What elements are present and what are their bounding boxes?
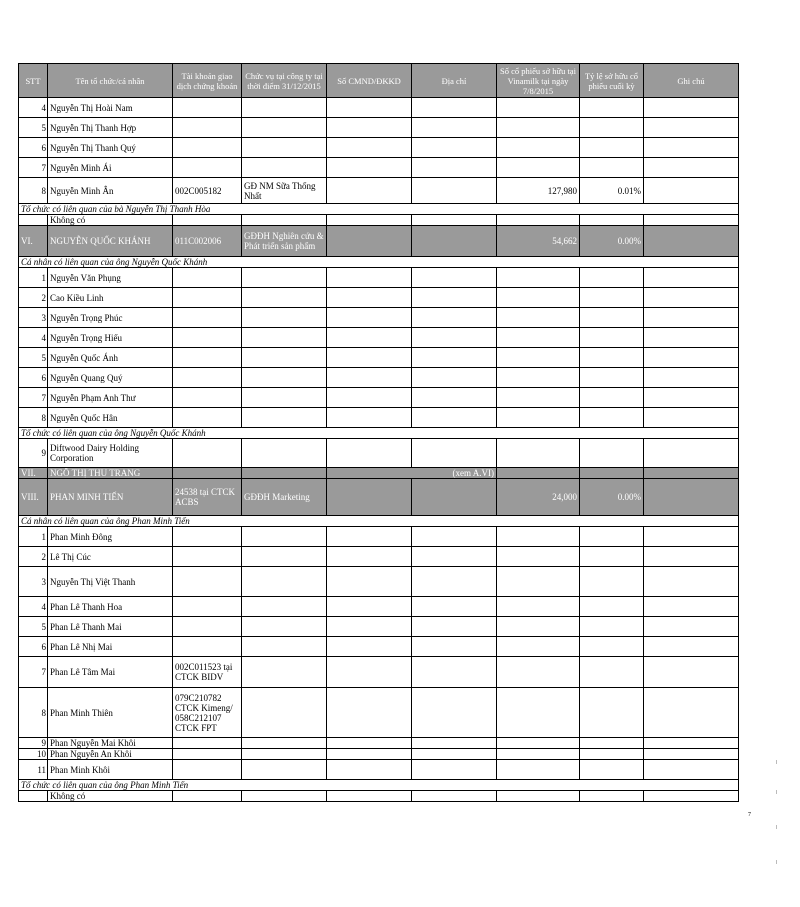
table-row	[19, 98, 739, 118]
cell-stt: 1	[19, 268, 48, 288]
table-row	[19, 368, 739, 388]
table-row	[19, 597, 739, 617]
cell-stt: 3	[19, 567, 48, 597]
cell-name: Phan Lê Nhị Mai	[48, 637, 173, 657]
cell-name: Phan Lê Thanh Mai	[48, 617, 173, 637]
table-row	[19, 547, 739, 567]
table-row	[19, 688, 739, 738]
section-shares: 24,000	[497, 479, 580, 516]
table-row	[19, 637, 739, 657]
scan-mark	[776, 860, 777, 864]
cell-name: Nguyễn Thị Thanh Hợp	[48, 118, 173, 138]
cell-stt: 2	[19, 288, 48, 308]
cell-ratio: 0.01%	[580, 178, 644, 204]
cell-name: Phan Minh Đông	[48, 527, 173, 547]
cell-account: 002C011523 tại CTCK BIDV	[173, 657, 242, 688]
cell-stt: 8	[19, 178, 48, 204]
cell-stt: 7	[19, 657, 48, 688]
table-row	[19, 408, 739, 428]
section-position: GĐĐH Nghiên cứu & Phát triển sản phẩm	[242, 226, 327, 257]
table-row	[19, 657, 739, 688]
section-name: NGUYỄN QUỐC KHÁNH	[48, 226, 173, 257]
cell-stt: 2	[19, 547, 48, 567]
scan-mark	[776, 825, 777, 829]
cell-name: Nguyễn Trọng Hiếu	[48, 328, 173, 348]
cell-stt: 8	[19, 408, 48, 428]
cell-account: 002C005182	[173, 178, 242, 204]
cell-stt: 3	[19, 308, 48, 328]
cell-stt: 9	[19, 439, 48, 468]
cell-stt: 6	[19, 368, 48, 388]
cell-name: Phan Nguyễn An Khôi	[48, 749, 173, 760]
cell-name: Nguyễn Quang Quý	[48, 368, 173, 388]
cell-none: Không có	[48, 791, 173, 802]
cell-name: Phan Minh Khôi	[48, 760, 173, 780]
cell-name: Phan Lê Tâm Mai	[48, 657, 173, 688]
header-stt: STT	[19, 64, 48, 98]
header-shares: Số cổ phiếu sở hữu tại Vinamilk tại ngày 7/8/2015	[497, 64, 580, 98]
table-row	[19, 439, 739, 468]
cell-stt: 4	[19, 597, 48, 617]
table-row	[19, 348, 739, 368]
table-row	[19, 527, 739, 547]
cell-stt: 11	[19, 760, 48, 780]
cell-name: Phan Nguyễn Mai Khôi	[48, 738, 173, 749]
table-row	[19, 138, 739, 158]
table-row	[19, 328, 739, 348]
cell-name: Lê Thị Cúc	[48, 547, 173, 567]
header-position: Chức vụ tại công ty tại thời điểm 31/12/2015	[242, 64, 327, 98]
cell-stt: 5	[19, 617, 48, 637]
section-ref: (xem A.VI)	[327, 468, 497, 479]
table-row	[19, 567, 739, 597]
cell-name: Phan Lê Thanh Hoa	[48, 597, 173, 617]
table-row	[19, 215, 739, 226]
cell-stt: 10	[19, 749, 48, 760]
section-ratio: 0.00%	[580, 479, 644, 516]
org-label: Tổ chức có liên quan của ông Phan Minh Tiến	[19, 780, 739, 791]
org-section-label	[19, 204, 739, 215]
cell-none: Không có	[48, 215, 173, 226]
section-name: PHAN MINH TIẾN	[48, 479, 173, 516]
table-row	[19, 791, 739, 802]
cell-stt: 4	[19, 328, 48, 348]
section-header-viii	[19, 479, 739, 516]
section-header-vii	[19, 468, 739, 479]
section-account: 24538 tại CTCK ACBS	[173, 479, 242, 516]
cell-name: Nguyễn Thị Hoài Nam	[48, 98, 173, 118]
header-note: Ghi chú	[644, 64, 739, 98]
cell-name: Diftwood Dairy Holding Corporation	[48, 439, 173, 468]
header-address: Địa chỉ	[412, 64, 497, 98]
cell-name: Nguyễn Minh Ái	[48, 158, 173, 178]
section-roman: VIII.	[19, 479, 48, 516]
cell-name: Nguyễn Thị Thanh Quý	[48, 138, 173, 158]
shareholder-related-parties-table	[18, 63, 739, 802]
section-shares: 54,662	[497, 226, 580, 257]
table-row	[19, 178, 739, 204]
table-row	[19, 749, 739, 760]
cell-stt: 6	[19, 637, 48, 657]
cell-name: Nguyễn Minh Ân	[48, 178, 173, 204]
header-id: Số CMND/ĐKKD	[327, 64, 412, 98]
section-ratio: 0.00%	[580, 226, 644, 257]
header-name: Tên tổ chức/cá nhân	[48, 64, 173, 98]
cell-stt: 5	[19, 118, 48, 138]
cell-shares: 127,980	[497, 178, 580, 204]
cell-name: Nguyễn Phạm Anh Thư	[48, 388, 173, 408]
section-roman: VII.	[19, 468, 48, 479]
page-number: 7	[748, 812, 751, 818]
header-ratio: Tỷ lệ sở hữu cổ phiếu cuối kỳ	[580, 64, 644, 98]
org-section-label	[19, 780, 739, 791]
person-section-label	[19, 516, 739, 527]
cell-account: 079C210782 CTCK Kimeng/ 058C212107 CTCK FPT	[173, 688, 242, 738]
org-label: Tổ chức có liên quan của ông Nguyễn Quốc Khánh	[19, 428, 739, 439]
cell-name: Nguyễn Trọng Phúc	[48, 308, 173, 328]
section-account: 011C002006	[173, 226, 242, 257]
cell-stt: 4	[19, 98, 48, 118]
person-label: Cá nhân có liên quan của ông Nguyễn Quốc Khánh	[19, 257, 739, 268]
person-section-label	[19, 257, 739, 268]
org-label: Tổ chức có liên quan của bà Nguyễn Thị Thanh Hòa	[19, 204, 739, 215]
cell-name: Nguyễn Văn Phụng	[48, 268, 173, 288]
cell-stt: 8	[19, 688, 48, 738]
scan-mark	[776, 760, 777, 764]
table-row	[19, 760, 739, 780]
section-position: GĐĐH Marketing	[242, 479, 327, 516]
table-row	[19, 308, 739, 328]
cell-name: Cao Kiều Linh	[48, 288, 173, 308]
table-row	[19, 738, 739, 749]
person-label: Cá nhân có liên quan của ông Phan Minh Tiến	[19, 516, 739, 527]
cell-name: Nguyễn Quốc Ánh	[48, 348, 173, 368]
table-row	[19, 118, 739, 138]
cell-stt: 7	[19, 388, 48, 408]
table-row	[19, 288, 739, 308]
cell-name: Nguyễn Thị Việt Thanh	[48, 567, 173, 597]
cell-stt: 5	[19, 348, 48, 368]
scan-mark	[776, 790, 777, 794]
cell-stt: 1	[19, 527, 48, 547]
section-header-vi	[19, 226, 739, 257]
cell-position: GĐ NM Sữa Thống Nhất	[242, 178, 327, 204]
cell-name: Phan Minh Thiên	[48, 688, 173, 738]
table-row	[19, 158, 739, 178]
cell-stt: 9	[19, 738, 48, 749]
section-roman: VI.	[19, 226, 48, 257]
table-row	[19, 268, 739, 288]
cell-stt: 7	[19, 158, 48, 178]
org-section-label	[19, 428, 739, 439]
table-row	[19, 388, 739, 408]
section-name: NGÔ THỊ THU TRANG	[48, 468, 173, 479]
cell-name: Nguyễn Quốc Hân	[48, 408, 173, 428]
header-account: Tài khoản giao dịch chứng khoán	[173, 64, 242, 98]
header-row	[19, 64, 739, 98]
table-row	[19, 617, 739, 637]
cell-stt: 6	[19, 138, 48, 158]
